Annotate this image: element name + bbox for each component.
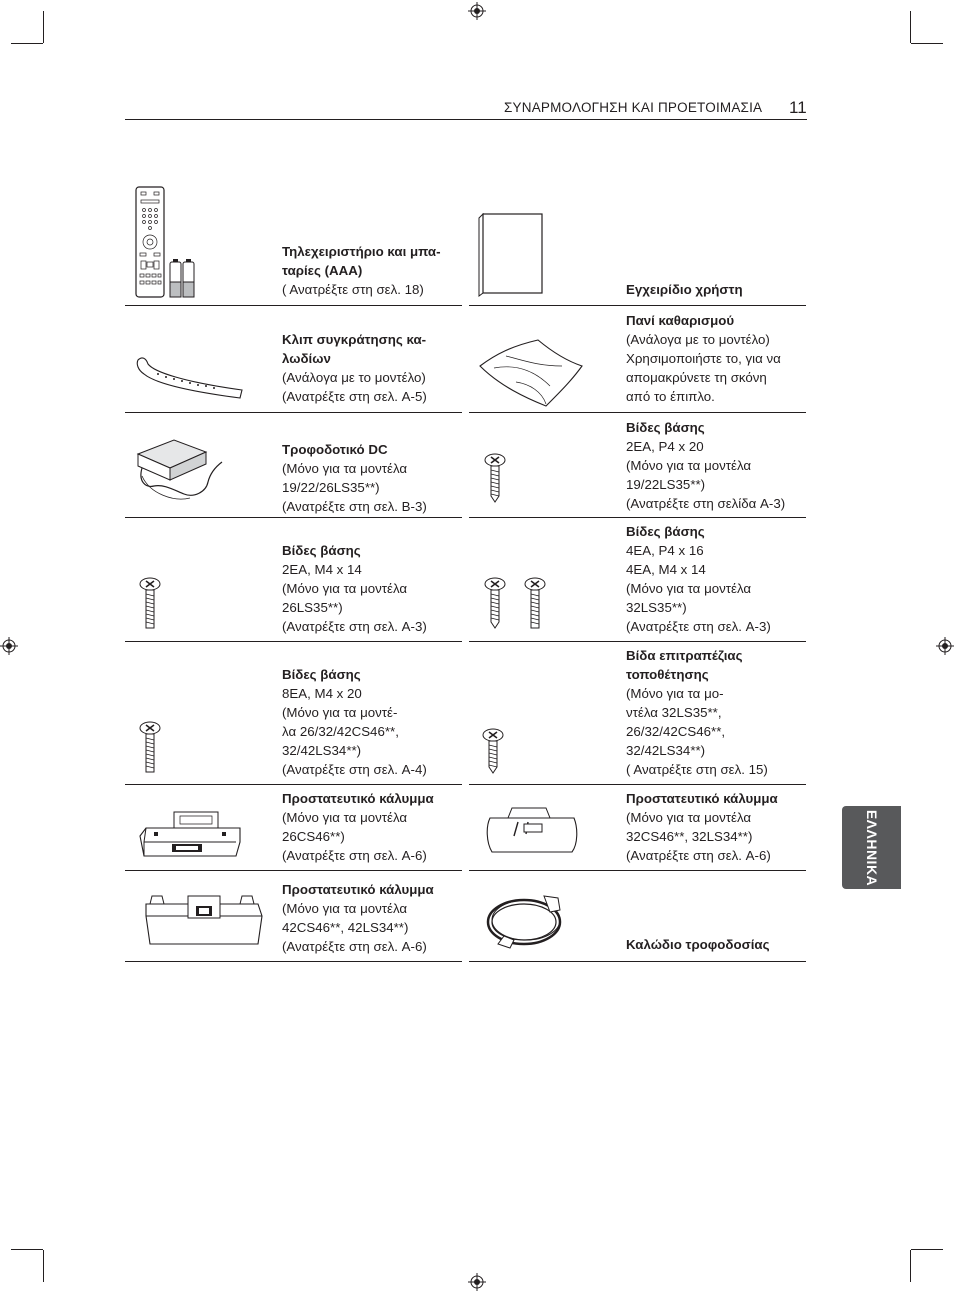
item-title: Βίδες βάσης (626, 524, 705, 539)
row-divider (125, 641, 462, 642)
item-title: Τηλεχειριστήριο και μπα- ταρίες (AAA) (282, 244, 441, 278)
row-divider (125, 305, 462, 306)
dc-adapter-icon (134, 432, 226, 504)
cleaning-cloth-icon (476, 336, 588, 410)
item-remote-control (282, 242, 460, 299)
section-title: ΣΥΝΑΡΜΟΛΟΓΗΣΗ ΚΑΙ ΠΡΟΕΤΟΙΜΑΣΙΑ (504, 100, 763, 115)
item-title: Βίδες βάσης (626, 420, 705, 435)
protective-cover-icon (142, 888, 266, 950)
crop-mark (910, 11, 911, 43)
row-divider (469, 305, 806, 306)
item-power-cord (626, 935, 804, 954)
protective-cover-icon (136, 802, 248, 862)
language-tab-label: ΕΛΛΗΝΙΚΑ (863, 809, 880, 886)
row-divider (469, 641, 806, 642)
registration-mark-icon (936, 637, 954, 655)
item-title: Προστατευτικό κάλυμμα (282, 882, 434, 897)
item-description: (Μόνο για τα μο- ντέλα 32LS35**, 26/32/42CS46**, 32/42LS34**) ( Ανατρέξτε στη σελ. 15) (626, 686, 768, 777)
item-title: Εγχειρίδιο χρήστη (626, 282, 743, 297)
owners-manual-icon (478, 213, 546, 297)
item-dc-adapter (282, 440, 460, 516)
item-title: Βίδες βάσης (282, 667, 361, 682)
row-divider (125, 961, 462, 962)
cable-holder-clip-icon (134, 350, 246, 402)
crop-mark (911, 1249, 943, 1250)
registration-mark-icon (468, 2, 486, 20)
header-rule (125, 119, 807, 120)
item-owners-manual (626, 280, 804, 299)
row-divider (125, 412, 462, 413)
stand-screw-icon (483, 452, 507, 504)
item-description: (Μόνο για τα μοντέλα 19/22/26LS35**) (Ανατρέξτε στη σελ. B-3) (282, 461, 427, 514)
item-description: 8EA, M4 x 20 (Μόνο για τα μοντέ- λα 26/32/42CS46**, 32/42LS34**) (Ανατρέξτε στη σελ. A-4) (282, 686, 427, 777)
language-tab (842, 806, 901, 889)
row-divider (125, 870, 462, 871)
stand-screw-icon (138, 720, 162, 776)
item-stand-screws-m4x14 (282, 541, 460, 636)
item-title: Βίδες βάσης (282, 543, 361, 558)
item-cleaning-cloth (626, 311, 804, 406)
row-divider (469, 870, 806, 871)
crop-mark (43, 1250, 44, 1282)
item-description: (Μόνο για τα μοντέλα 32CS46**, 32LS34**) (Ανατρέξτε στη σελ. A-6) (626, 810, 771, 863)
item-title: Τροφοδοτικό DC (282, 442, 388, 457)
item-title: Προστατευτικό κάλυμμα (626, 791, 778, 806)
row-divider (469, 961, 806, 962)
registration-mark-icon (0, 637, 18, 655)
item-description: (Μόνο για τα μοντέλα 26CS46**) (Ανατρέξτε στη σελ. A-6) (282, 810, 427, 863)
crop-mark (910, 1250, 911, 1282)
item-description: ( Ανατρέξτε στη σελ. 18) (282, 282, 424, 297)
registration-mark-icon (468, 1273, 486, 1291)
item-description: (Μόνο για τα μοντέλα 42CS46**, 42LS34**) (Ανατρέξτε στη σελ. A-6) (282, 901, 427, 954)
item-title: Βίδα επιτραπέζιας τοποθέτησης (626, 648, 743, 682)
item-stand-screws-p4x20 (626, 418, 804, 513)
protective-cover-icon (484, 804, 580, 858)
item-cable-holder (282, 330, 460, 406)
item-stand-screws-p4x16-m4x14 (626, 522, 804, 636)
item-protective-cover-42 (282, 880, 460, 956)
item-title: Προστατευτικό κάλυμμα (282, 791, 434, 806)
crop-mark (43, 11, 44, 43)
item-description: 2EA, P4 x 20 (Μόνο για τα μοντέλα 19/22LS35**) (Ανατρέξτε στη σελίδα A-3) (626, 439, 786, 511)
item-stand-screws-m4x20 (282, 665, 460, 779)
row-divider (469, 784, 806, 785)
item-protective-cover-26 (282, 789, 460, 865)
crop-mark (911, 43, 943, 44)
stand-screws-pair-icon (483, 576, 549, 632)
desk-mount-screw-icon (481, 727, 505, 775)
crop-mark (11, 1249, 43, 1250)
item-description: (Ανάλογα με το μοντέλο) (Ανατρέξτε στη σελ. A-5) (282, 370, 427, 404)
item-description: 2EA, M4 x 14 (Μόνο για τα μοντέλα 26LS35**) (Ανατρέξτε στη σελ. A-3) (282, 562, 427, 634)
row-divider (125, 784, 462, 785)
power-cord-icon (484, 890, 574, 950)
item-description: 4EA, P4 x 16 4EA, M4 x 14 (Μόνο για τα μοντέλα 32LS35**) (Ανατρέξτε στη σελ. A-3) (626, 543, 771, 634)
item-title: Κλιπ συγκράτησης κα- λωδίων (282, 332, 427, 366)
stand-screw-icon (138, 576, 162, 632)
row-divider (469, 412, 806, 413)
item-desk-mount-screw (626, 646, 804, 779)
crop-mark (11, 43, 43, 44)
item-title: Πανί καθαρισμού (626, 313, 735, 328)
row-divider (469, 517, 806, 518)
remote-and-batteries-icon (134, 186, 200, 300)
page-number: 11 (789, 98, 807, 117)
item-title: Καλώδιο τροφοδοσίας (626, 937, 770, 952)
item-description: (Ανάλογα με το μοντέλο) Χρησιμοποιήστε το, για να απομακρύνετε τη σκόνη από το έπιπλο. (626, 332, 781, 404)
item-protective-cover-32 (626, 789, 804, 865)
row-divider (125, 517, 462, 518)
